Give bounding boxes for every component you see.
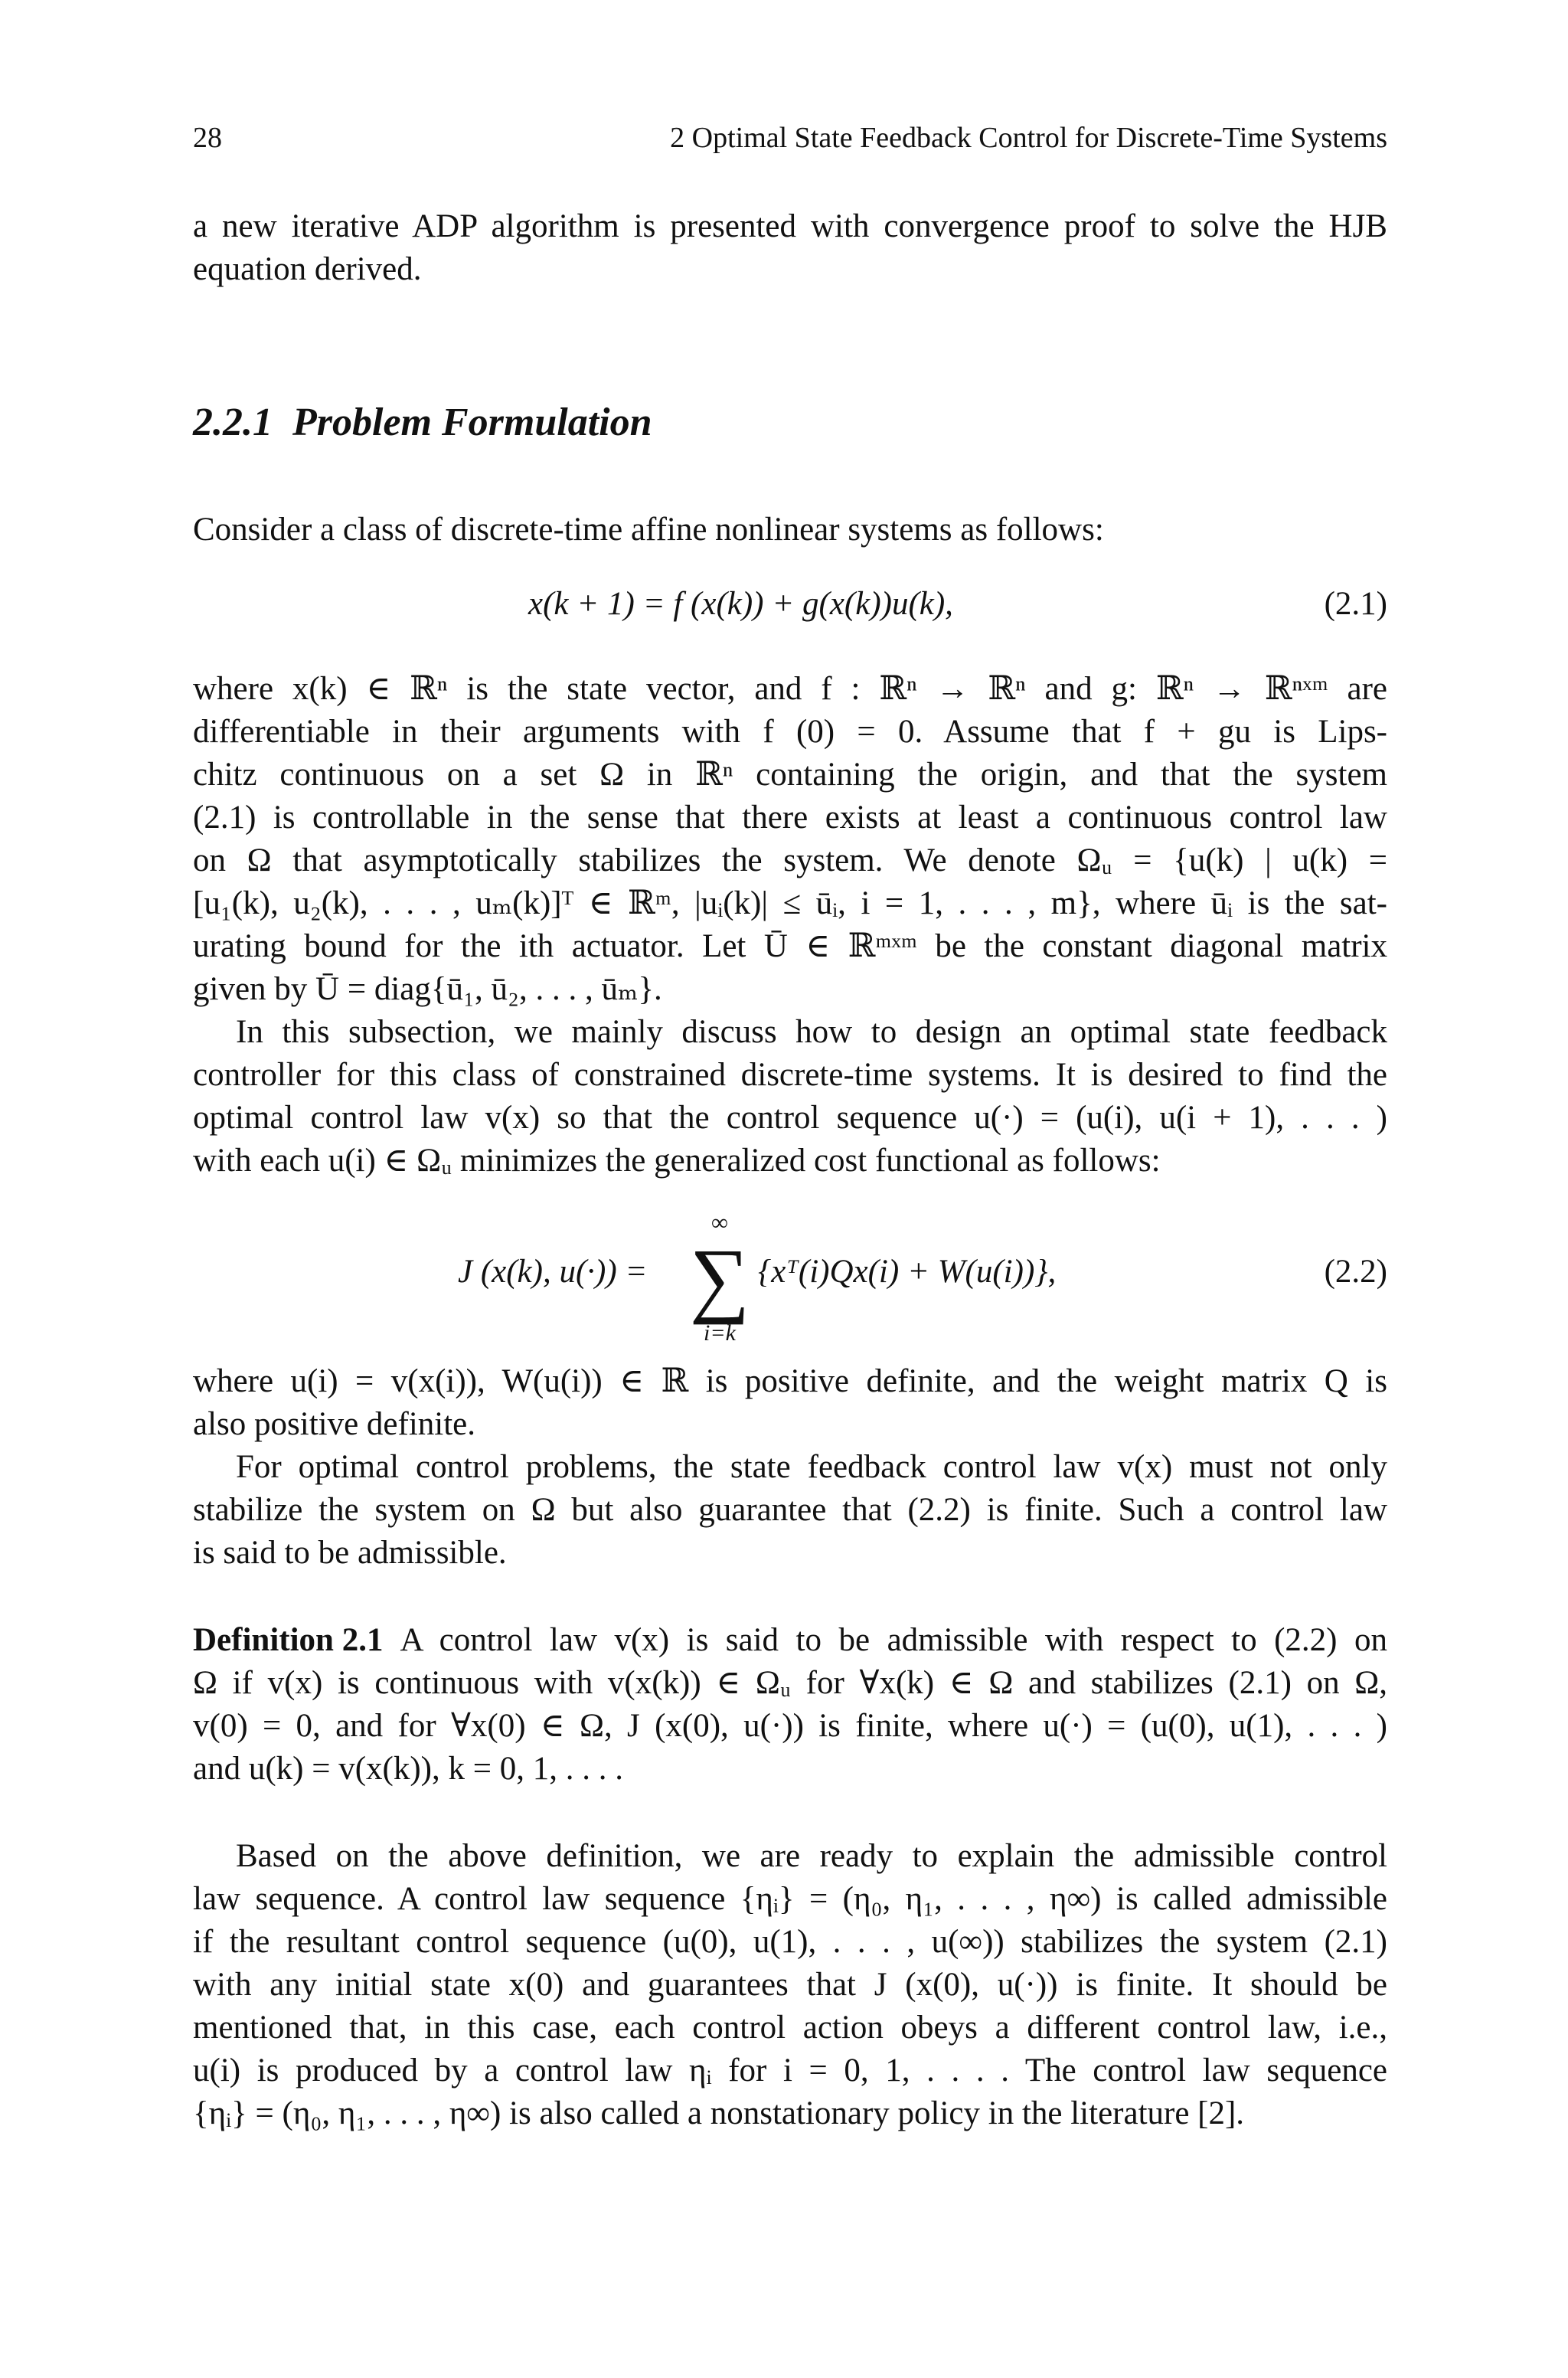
text-line: Ω if v(x) is continuous with v(x(k)) ∈ Ωᵤ for ∀x(k) ∈ Ω and stabilizes (2.1) on Ω, <box>193 1665 1387 1701</box>
sum-upper-limit: ∞ <box>711 1210 728 1235</box>
text-line: urating bound for the ith actuator. Let Ū ∈ ℝᵐˣᵐ be the constant diagonal matrix <box>193 928 1387 964</box>
text-line: controller for this class of constrained discrete-time systems. It is desired to find the <box>193 1057 1387 1093</box>
text-line: v(0) = 0, and for ∀x(0) ∈ Ω, J (x(0), u(·)) is finite, where u(·) = (u(0), u(1), . . . ) <box>193 1708 1387 1744</box>
equation-2-2-rhs <box>758 1253 1056 1290</box>
equation-number: (2.2) <box>1324 1254 1387 1290</box>
running-header: 2 Optimal State Feedback Control for Discrete-Time Systems <box>670 122 1387 154</box>
text-line: and u(k) = v(x(k)), k = 0, 1, . . . . <box>193 1751 624 1787</box>
text-line: optimal control law v(x) so that the control sequence u(·) = (u(i), u(i + 1), . . . ) <box>193 1100 1387 1136</box>
equation-2-1-body: x(k + 1) = f (x(k)) + g(x(k))u(k), <box>528 586 953 622</box>
equation-2-2-rhs-text: {xᵀ(i)Qx(i) + W(u(i))}, <box>758 1254 1057 1290</box>
intro-line: equation derived. <box>193 251 422 287</box>
equation-number: (2.1) <box>1324 586 1387 622</box>
definition-label: Definition 2.1 <box>193 1622 384 1658</box>
text-line: A control law v(x) is said to be admissible with respect to (2.2) on <box>400 1622 1387 1658</box>
text-line: mentioned that, in this case, each control action obeys a different control law, i.e., <box>193 2010 1387 2046</box>
intro-sentence: Consider a class of discrete-time affine nonlinear systems as follows: <box>193 512 1104 548</box>
text-line: law sequence. A control law sequence {ηᵢ} = (η₀, η₁, . . . , η∞) is called admissible <box>193 1881 1387 1917</box>
text-line: [u₁(k), u₂(k), . . . , uₘ(k)]ᵀ ∈ ℝᵐ, |uᵢ(k)| ≤ ūᵢ, i = 1, . . . , m}, where ūᵢ is the sat- <box>193 885 1387 921</box>
text-line: In this subsection, we mainly discuss how to design an optimal state feedback <box>236 1014 1387 1050</box>
sum-lower-limit: i=k <box>704 1320 736 1346</box>
text-line: Based on the above definition, we are ready to explain the admissible control <box>236 1838 1387 1874</box>
text-line: (2.1) is controllable in the sense that there exists at least a continuous control law <box>193 800 1387 836</box>
text-line: chitz continuous on a set Ω in ℝⁿ containing the origin, and that the system <box>193 757 1388 793</box>
equation-2-2-lhs-text: J (x(k), u(·)) = <box>458 1254 648 1290</box>
section-number: 2.2.1 <box>193 401 273 444</box>
section-title: Problem Formulation <box>292 401 652 444</box>
text-line: where u(i) = v(x(i)), W(u(i)) ∈ ℝ is positive definite, and the weight matrix Q is <box>193 1363 1387 1399</box>
text-line: on Ω that asymptotically stabilizes the system. We denote Ωᵤ = {u(k) | u(k) = <box>193 842 1387 878</box>
text-line: differentiable in their arguments with f (0) = 0. Assume that f + gu is Lips- <box>193 714 1387 750</box>
section-heading <box>193 400 652 445</box>
definition-first-line <box>193 1619 1387 1662</box>
text-line: if the resultant control sequence (u(0), u(1), . . . , u(∞)) stabilizes the system (2.1) <box>193 1924 1387 1960</box>
equation-2-1 <box>528 585 953 623</box>
text-line: with each u(i) ∈ Ωᵤ minimizes the generalized cost functional as follows: <box>193 1143 1161 1179</box>
text-line: stabilize the system on Ω but also guarantee that (2.2) is finite. Such a control law <box>193 1492 1387 1528</box>
intro-line: a new iterative ADP algorithm is presented with convergence proof to solve the HJB <box>193 208 1387 244</box>
sum-sign: ∑ <box>689 1232 750 1325</box>
page-number: 28 <box>193 122 222 154</box>
equation-2-2-lhs <box>458 1253 647 1290</box>
text-line: {ηᵢ} = (η₀, η₁, . . . , η∞) is also called a nonstationary policy in the literature [2]. <box>193 2095 1245 2131</box>
text-line: u(i) is produced by a control law ηᵢ for i = 0, 1, . . . . The control law sequence <box>193 2053 1387 2089</box>
text-line: For optimal control problems, the state feedback control law v(x) must not only <box>236 1449 1387 1485</box>
text-line: given by Ū = diag{ū₁, ū₂, . . . , ūₘ}. <box>193 971 662 1007</box>
text-line: also positive definite. <box>193 1406 476 1442</box>
text-line: where x(k) ∈ ℝⁿ is the state vector, and f : ℝⁿ → ℝⁿ and g: ℝⁿ → ℝⁿˣᵐ are <box>193 671 1387 707</box>
summation <box>689 1210 750 1346</box>
text-line: is said to be admissible. <box>193 1535 507 1571</box>
text-line: with any initial state x(0) and guarantees that J (x(0), u(·)) is finite. It should be <box>193 1967 1387 2003</box>
